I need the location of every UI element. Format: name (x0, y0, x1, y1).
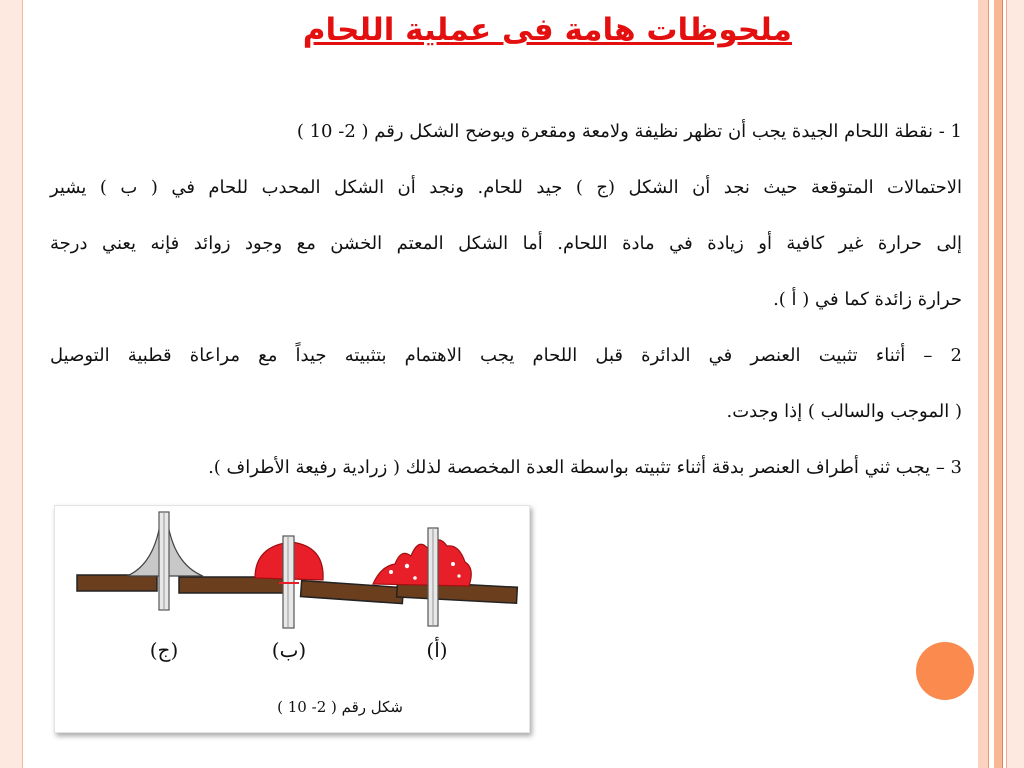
left-margin-strip (0, 0, 23, 768)
right-border-stripe (988, 0, 989, 768)
body-text (50, 104, 962, 496)
body-line-2: الاحتمالات المتوقعة حيث نجد أن الشكل (ج ) جيد للحام. ونجد أن الشكل المحدب للحام في ( ب ) يشير (50, 177, 962, 198)
figure-caption: شكل رقم ( 2- 10 ) (277, 698, 403, 716)
body-line-3: إلى حرارة غير كافية أو زيادة في مادة اللحام. أما الشكل المعتم الخشن مع وجود زوائد فإنه يعني درجة (50, 233, 962, 254)
body-line-7: 3 – يجب ثني أطراف العنصر بدقة أثناء تثبيته بواسطة العدة المخصصة لذلك ( زرادية رفيعة الأطراف ). (208, 457, 962, 478)
right-border-stripe (1006, 0, 1024, 768)
right-border-stripe (994, 0, 1002, 768)
body-line-1: 1 - نقطة اللحام الجيدة يجب أن تظهر نظيفة ولامعة ومقعرة ويوضح الشكل رقم ( 2- 10 ) (296, 121, 962, 142)
decorative-circle (916, 642, 974, 700)
joint-good (127, 512, 203, 610)
slide-title: ملحوظات هامة فى عملية اللحام (302, 12, 792, 48)
label-convex: (ب) (271, 638, 307, 662)
right-border-stripe (978, 0, 988, 768)
label-good: (ج) (149, 638, 179, 662)
solder-joints-figure (54, 505, 530, 733)
body-line-4: حرارة زائدة كما في ( أ ). (773, 289, 962, 310)
label-rough: (أ) (426, 638, 448, 662)
body-line-5: 2 – أثناء تثبيت العنصر في الدائرة قبل اللحام يجب الاهتمام بتثبيته جيداً مع مراعاة قطبية التوصيل (50, 345, 962, 366)
right-border-stripe (1002, 0, 1003, 768)
joint-rough (373, 528, 471, 626)
body-line-6: ( الموجب والسالب ) إذا وجدت. (726, 401, 962, 422)
